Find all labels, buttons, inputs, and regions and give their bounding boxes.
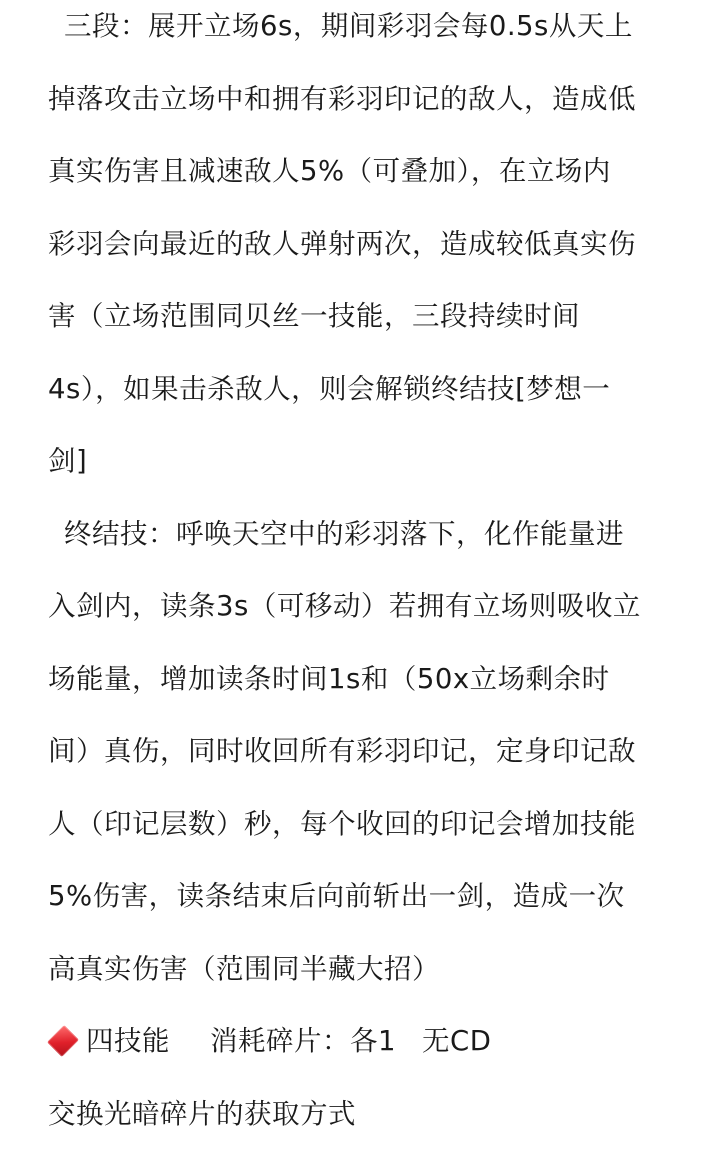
- skill4-cd: 无CD: [422, 1005, 491, 1078]
- text-line: 高真实伤害（范围同半藏大招）: [48, 933, 678, 1006]
- text-line: 彩羽会向最近的敌人弹射两次，造成较低真实伤: [48, 208, 678, 281]
- skill4-heading: [48, 1005, 678, 1078]
- skill4-title: 四技能: [86, 1005, 170, 1078]
- text-line: 4s），如果击杀敌人，则会解锁终结技[梦想一: [48, 353, 678, 426]
- text-line: 入剑内，读条3s（可移动）若拥有立场则吸收立: [48, 570, 678, 643]
- text-line: 剑]: [48, 425, 678, 498]
- skill4-cost: 消耗碎片：各1: [210, 1005, 396, 1078]
- paragraph-finisher: [48, 498, 678, 1006]
- document-body: [48, 0, 678, 1150]
- text-line: 5%伤害，读条结束后向前斩出一剑，造成一次: [48, 860, 678, 933]
- text-line: 真实伤害且减速敌人5%（可叠加），在立场内: [48, 135, 678, 208]
- red-diamond-icon: [47, 1025, 79, 1057]
- text-line: 人（印记层数）秒，每个收回的印记会增加技能: [48, 788, 678, 861]
- text-line: 场能量，增加读条时间1s和（50x立场剩余时: [48, 643, 678, 716]
- paragraph-stage3: [48, 0, 678, 498]
- text-line: 间）真伤，同时收回所有彩羽印记，定身印记敌: [48, 715, 678, 788]
- section-subtitle: 交换光暗碎片的获取方式: [48, 1078, 678, 1150]
- text-line: 三段：展开立场6s，期间彩羽会每0.5s从天上: [48, 0, 678, 63]
- text-line: 掉落攻击立场中和拥有彩羽印记的敌人，造成低: [48, 63, 678, 136]
- text-line: 害（立场范围同贝丝一技能，三段持续时间: [48, 280, 678, 353]
- text-line: 终结技：呼唤天空中的彩羽落下，化作能量进: [48, 498, 678, 571]
